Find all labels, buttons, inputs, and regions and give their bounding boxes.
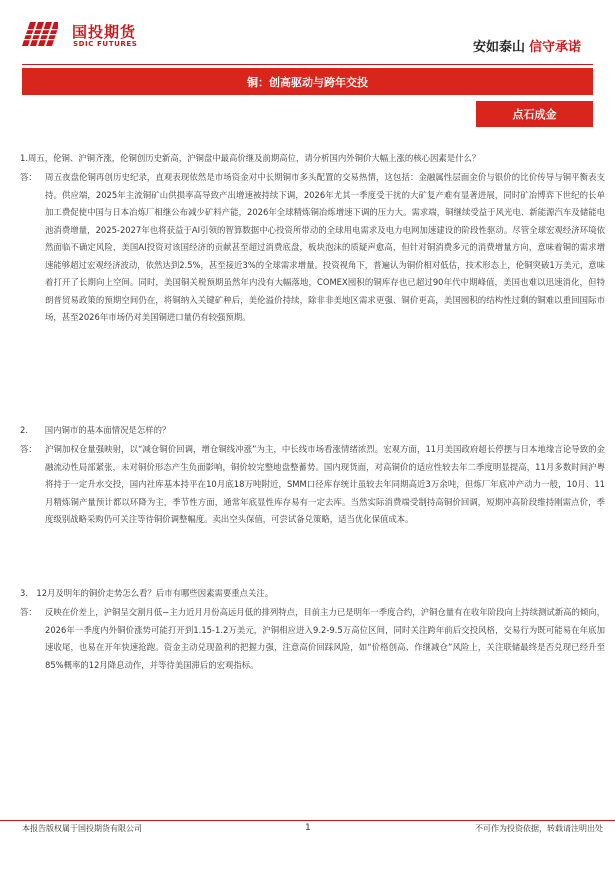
slogan-part-2: 信守承诺 [528, 40, 581, 55]
page-header [0, 0, 615, 66]
qa-section-2 [20, 423, 605, 529]
page-number: 1 [305, 823, 311, 833]
answer-2 [20, 441, 605, 529]
brand-name: 国投期货 [72, 23, 137, 41]
slogan-part-1: 安如泰山 [472, 40, 525, 55]
answer-1 [20, 169, 605, 327]
footer-divider [0, 820, 615, 821]
answer-3 [20, 604, 605, 674]
question-3: 3. 12月及明年的铜价走势怎么看？后市有哪些因素需要重点关注。 [20, 588, 274, 598]
answer-text: 周五夜盘伦铜再创历史纪录，直观表现依然是市场资金对中长期铜市多头配置的交易热情，这包括：金融属性层面金价与银价的比价传导与铜平衡表支持。供应端，2025年主流铜矿山供损率高导致产出增速被持续下调，2026年尤其一季度受干扰的大矿复产难有显著进展，同时矿冶博弈下世纪的长单加工费促使中国与日本冶炼厂相继公布减少矿料产能，2026年全球精炼铜冶炼增速下调的压力大。需求端，铜继续受益于风光电、新能源汽车及储能电池消费增量，2025-2027年也将获益于AI引领的智算数据中心投资所带动的全球用电需求及电力电网加速建设的阶段性驱动。尽管全球宏观经济环境依然面临不确定风险，美国AI投资对该国经济的贡献甚至超过消费底盘，板块泡沫的质疑声愈高，但针对铜消费多元的消费增量方向，意味着铜的需求增速能够超过宏观经济波动，依然达到2.5%，甚至接近3%的全球需求增量。投资视角下，普遍认为铜价相对低估，技术形态上，伦铜突破1万美元，意味着打开了长期向上空间。同时，美国铜关税预期虽然年内没有大幅落地，COMEX囤积的铜库存也已超过90年代中期峰值，美国也难以迅速消化，但特朗普贸易政策的预期空间仍在，将铜纳入关键矿种后，美伦溢价持续，除非非美地区需求更强、铜价更高，美国囤积的结构性过剩的铜难以重回国际市场，甚至2026年市场仍对美国铜进口量仍有较强预期。 [45, 172, 605, 322]
question-2: 2. 国内铜市的基本面情况是怎样的？ [20, 425, 171, 435]
question-1: 1.周五，伦铜、沪铜齐涨，伦铜创历史新高，沪铜盘中最高价继及前期高位，请分析国内外铜价大幅上涨的核心因素是什么？ [20, 153, 481, 163]
header-divider [22, 64, 593, 65]
answer-label: 答： [20, 444, 37, 454]
qa-section-1 [20, 151, 605, 327]
sdic-logo-icon [22, 22, 58, 46]
answer-label: 答： [20, 172, 37, 182]
answer-label: 答： [20, 607, 37, 617]
footer-disclaimer: 不可作为投资依据，转载请注明出处 [475, 824, 603, 833]
slogan [473, 36, 581, 55]
answer-text: 反映在价差上，沪铜呈交割月低−主力近月月份高远月低的排列特点，目前主力已是明年一季度合约，沪铜仓量有在收年阶段向上持续测试新高的倾向，2026年一季度内外铜价涨势可能打开到1.15-1.2万美元，沪铜相应进入9.2-9.5万高位区间，同时关注跨年前后交投风格，交易行为既可能易在年底加速收尾，也易在开年快速抢跑。资金主动兑现盈利的把握力强，注意高价回踩风险，如“价格创高、作继减仓”风险上，关注联储最终是否兑现已经升至85%概率的12月降息动作，并等待美国滞后的宏观指标。 [45, 607, 605, 670]
qa-section-3 [20, 586, 605, 674]
column-tag: 点石成金 [476, 101, 593, 127]
brand-english-name: SDIC FUTURES [73, 40, 138, 48]
answer-text: 沪铜加权仓量强映射，以“减仓铜价回调，增仓铜线冲涨”为主，中长线市场看涨情绪浓烈。宏观方面，11月美国政府超长停摆与日本地缘言论导致的金融流动性局部紧张，未对铜价形态产生负面影响，铜价较完整地盘整蓄势。国内现货面，对高铜价的适应性较去年二季度明显提高，11月多数时间沪粤将持于一定升水交投，国内社库基本持平在10月底18万吨附近，SMM口径库存统计虽较去年同期高近3万余吨，但炼厂年底冲产动力一般，10月、11月精炼铜产量预计都以环降为主，季节性方面，通常年底显性库存易有一定去库。当然实际消费端受制持高铜价回调，短期冲高阶段维持刚需点价，季度级别战略采购仍可关注等待铜价调整幅度。卖出空头保值，可尝试备兑策略，适当优化保值成本。 [45, 444, 605, 524]
report-title-banner: 铜：创高驱动与跨年交投 [22, 68, 593, 95]
footer-copyright: 本报告版权属于国投期货有限公司 [22, 824, 142, 833]
